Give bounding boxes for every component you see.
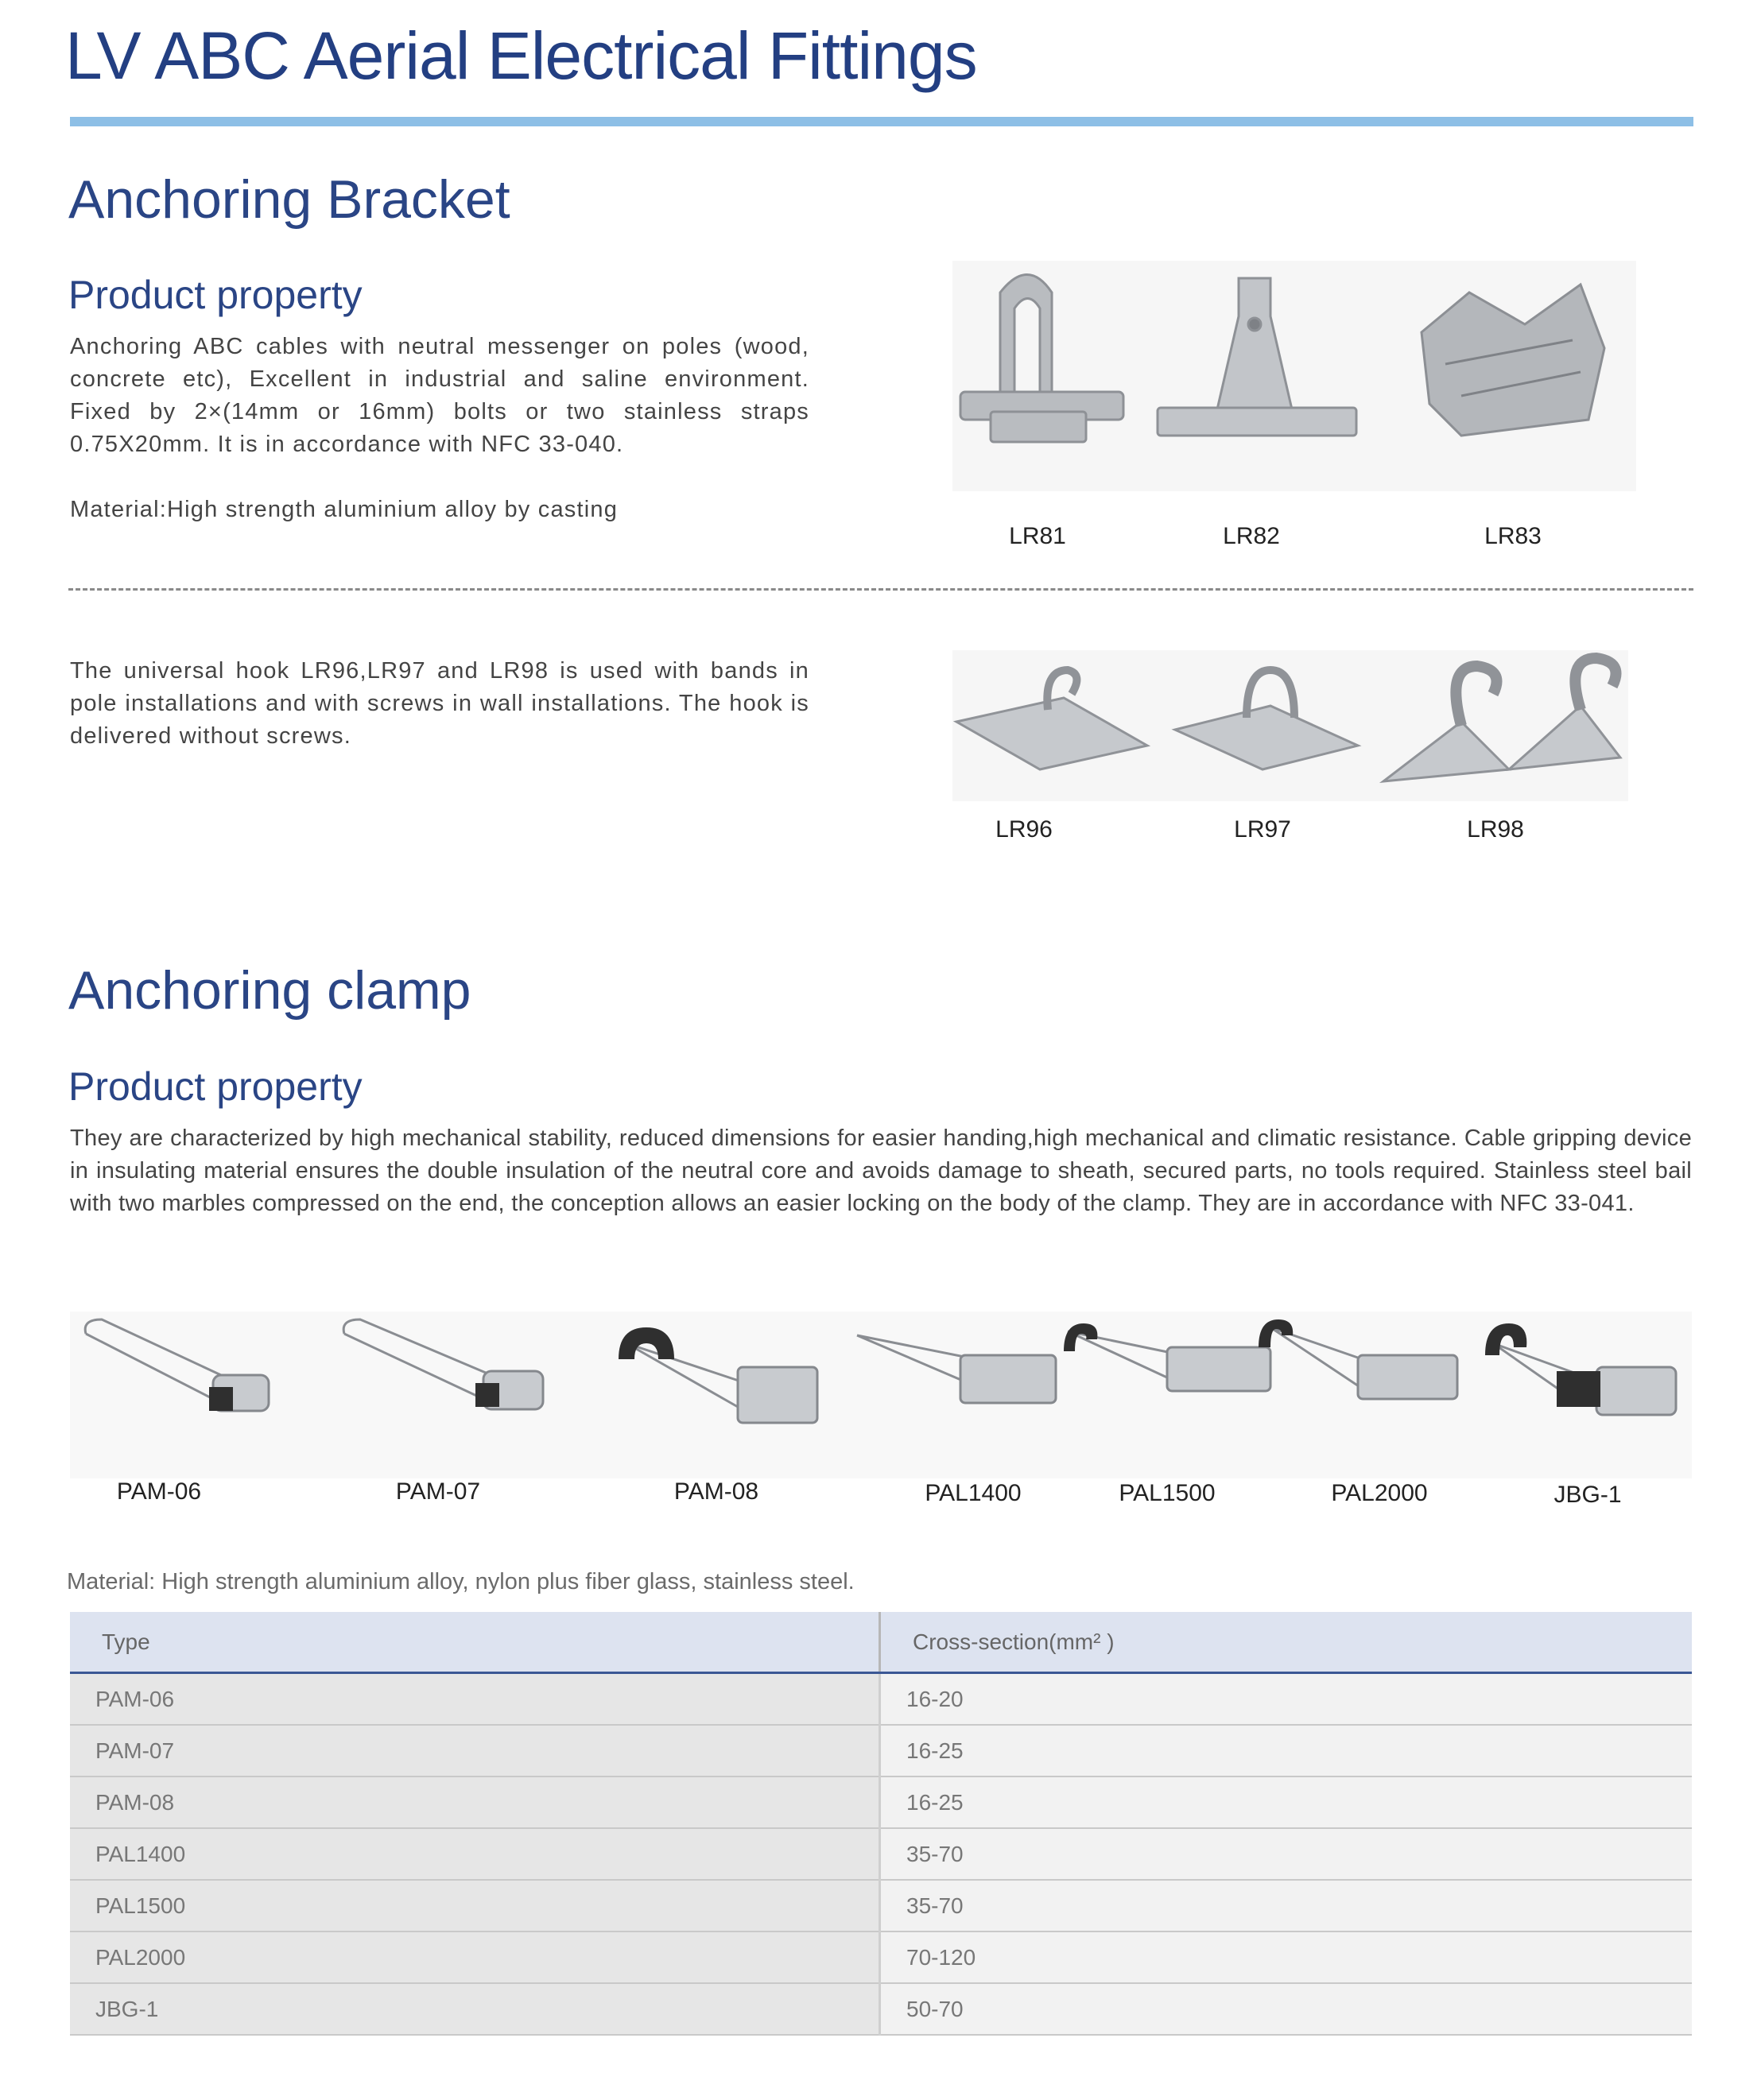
product-label-pal2000: PAL2000 [1331,1480,1428,1506]
clamp-subheading: Product property [68,1064,363,1109]
product-label-jbg-1: JBG-1 [1553,1482,1622,1508]
type-cell: PAL2000 [70,1931,880,1983]
bracket-material: Material:High strength aluminium alloy by casting [70,497,619,522]
bracket-description: Anchoring ABC cables with neutral messenger on poles (wood, concrete etc), Excellent in industrial and saline environment. Fixed by 2×(14mm or 16mm) bolts or two stainless straps 0.75X20mm. It is in accordance with NFC 33-040. [70,334,809,457]
column-header-cross-section: Cross-section(mm² ) [880,1612,1693,1673]
clamp-material: Material: High strength aluminium alloy, nylon plus fiber glass, stainless steel. [67,1569,855,1594]
type-cell: PAM-06 [70,1673,880,1726]
table-header-row [70,1612,1692,1673]
column-header-type: Type [70,1612,880,1673]
clamp-heading: Anchoring clamp [68,960,471,1021]
table-row [70,1880,1692,1931]
page-title: LV ABC Aerial Electrical Fittings [65,18,977,93]
cross-section-table [70,1612,1692,2036]
hook-description: The universal hook LR96,LR97 and LR98 is used with bands in pole installations and with screws in wall installations. The hook is delivered without screws. [70,658,809,749]
product-label-lr83: LR83 [1484,523,1542,549]
section-divider-dashed [68,588,1693,591]
product-label-lr97: LR97 [1234,816,1291,843]
product-label-pal1400: PAL1400 [925,1480,1022,1506]
type-cell: PAM-08 [70,1776,880,1828]
table-row [70,1673,1692,1726]
type-cell: JBG-1 [70,1983,880,2035]
table-row [70,1725,1692,1776]
title-divider [70,117,1693,126]
table-row [70,1983,1692,2035]
clamp-description: They are characterized by high mechanical stability, reduced dimensions for easier handing,high mechanical and climatic resistance. Cable gripping device in insulating material ensures the double insulation of the neutral core and avoids damage to sheath, secured parts, no tools required. Stainless steel bail with two marbles compressed on the end, the conception allows an easier locking on the body of the clamp. They are in accordance with NFC 33-041. [70,1126,1692,1216]
product-label-pam-06: PAM-06 [116,1478,202,1505]
bracket-heading: Anchoring Bracket [68,169,510,230]
product-label-lr82: LR82 [1223,523,1280,549]
product-label-pal1500: PAL1500 [1119,1480,1216,1506]
hook-photo-strip [952,650,1628,801]
cross-section-cell: 70-120 [880,1931,1693,1983]
table-row [70,1931,1692,1983]
cross-section-cell: 16-25 [880,1725,1693,1776]
product-label-pam-07: PAM-07 [395,1478,481,1505]
table-row [70,1828,1692,1880]
cross-section-cell: 16-20 [880,1673,1693,1726]
bracket-photo-strip [952,261,1636,491]
product-label-lr96: LR96 [995,816,1053,843]
bracket-photos-illustration [952,261,1636,491]
type-cell: PAL1500 [70,1880,880,1931]
product-label-lr81: LR81 [1009,523,1066,549]
cross-section-cell: 16-25 [880,1776,1693,1828]
product-label-pam-08: PAM-08 [673,1478,759,1505]
cross-section-cell: 35-70 [880,1880,1693,1931]
bracket-subheading: Product property [68,273,363,317]
product-label-lr98: LR98 [1467,816,1524,843]
type-cell: PAM-07 [70,1725,880,1776]
clamp-photo-strip [70,1312,1692,1478]
hook-photos-illustration [952,650,1628,801]
cross-section-cell: 50-70 [880,1983,1693,2035]
clamp-photos-illustration [70,1312,1692,1478]
table-row [70,1776,1692,1828]
cross-section-cell: 35-70 [880,1828,1693,1880]
type-cell: PAL1400 [70,1828,880,1880]
